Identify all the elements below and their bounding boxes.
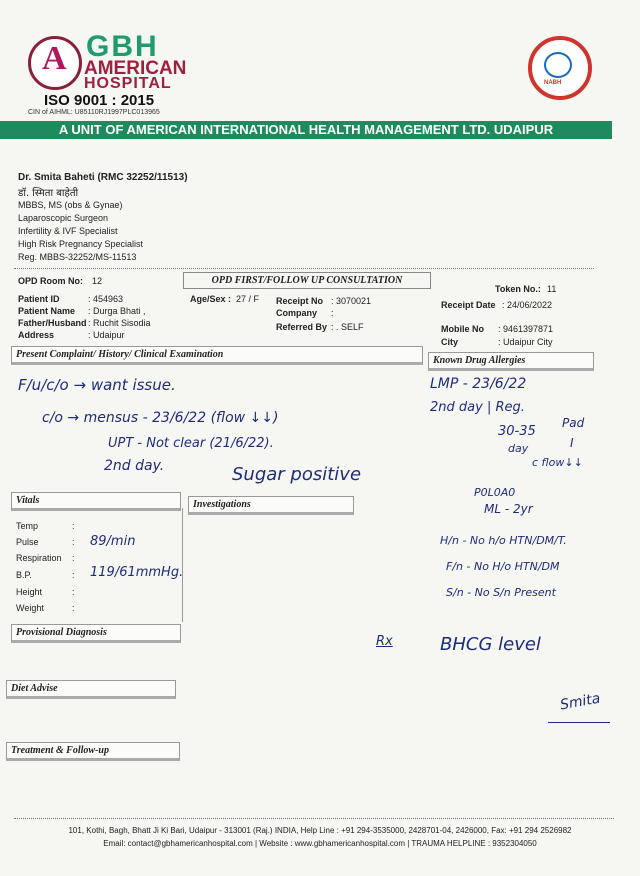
vital-label: Respiration [16,553,62,563]
referred-label: Referred By [276,322,328,332]
brand-gbh: GBH [86,30,159,63]
vital-label: Weight [16,603,44,613]
hospital-logo-letter: A [42,40,67,77]
patient-name: : Durga Bhati , [88,306,146,316]
vital-colon: : [72,537,75,547]
section-investigations: Investigations [188,496,354,515]
hw-cycle-unit: day [508,442,529,455]
hw-pad: Pad [562,416,585,430]
divider [14,268,594,269]
agesex-value: 27 / F [236,294,260,304]
section-allergies: Known Drug Allergies [428,352,594,371]
patient-name-label: Patient Name [18,306,76,316]
receipt-label: Receipt No [276,296,324,306]
vital-colon: : [72,603,75,613]
receipt-date: : 24/06/2022 [502,300,553,310]
patient-id: : 454963 [88,294,124,304]
receipt-date-label: Receipt Date [441,300,496,310]
hw-polo: P0L0A0 [474,486,516,499]
hw-flow: c flow↓↓ [532,456,583,469]
city-value: : Udaipur City [498,337,553,347]
brand-american: AMERICAN [84,58,187,79]
cin-number: CIN of AIHML: U85110RJ1997PLC013965 [28,109,160,116]
father-name: : Ruchit Sisodia [88,318,151,328]
hw-complaint-3: UPT - Not clear (21/6/22). [108,436,274,451]
hw-pad-count: I [570,436,574,450]
hw-lmp: LMP - 23/6/22 [430,376,527,392]
hw-fn: F/n - No H/o HTN/DM [446,560,560,573]
section-complaint: Present Complaint/ History/ Clinical Examination [11,346,423,365]
vital-label: Height [16,587,43,597]
hospital-banner: A UNIT OF AMERICAN INTERNATIONAL HEALTH MANAGEMENT LTD. UDAIPUR [0,121,612,139]
hw-cycle: 30-35 [498,424,536,439]
doctor-name: Dr. Smita Baheti (RMC 32252/11513) [18,172,188,183]
referred-value: : . SELF [331,322,364,332]
vital-colon: : [72,570,75,580]
hw-day-reg: 2nd day | Reg. [430,400,525,415]
token-value: 11 [547,284,557,294]
nabh-seal-icon [544,52,572,78]
section-vitals: Vitals [11,492,181,511]
hw-sn: S/n - No S/n Present [446,586,556,599]
hw-complaint-2: c/o → mensus - 23/6/22 (flow ↓↓) [42,410,279,426]
company-value: : [331,308,334,318]
agesex-label: Age/Sex : [190,294,232,304]
address-label: Address [18,330,55,340]
hw-rx: Rx [376,634,393,649]
mobile-value: : 9461397871 [498,324,554,334]
mobile-label: Mobile No [441,324,484,334]
vital-label: Temp [16,521,39,531]
doctor-name-hindi: डॉ. स्मिता बाहेती [18,188,79,199]
hw-complaint-4: 2nd day. [104,458,165,474]
hw-complaint-1: F/u/c/o → want issue. [18,376,176,394]
receipt-value: : 3070021 [331,296,372,306]
vital-colon: : [72,521,75,531]
section-treatment: Treatment & Follow-up [6,742,180,761]
vital-label: Pulse [16,537,39,547]
section-provisional-diagnosis: Provisional Diagnosis [11,624,181,643]
qualification: MBBS, MS (obs & Gynae) [18,200,123,210]
hw-complaint-5: Sugar positive [232,464,362,485]
company-label: Company [276,308,318,318]
section-diet-advise: Diet Advise [6,680,176,699]
pulse-value: 89/min [90,534,136,549]
vital-label: B.P. [16,570,32,580]
qualification: High Risk Pregnancy Specialist [18,239,144,249]
signature-line [548,722,610,723]
opd-room-value: 12 [92,276,103,286]
city-label: City [441,337,459,347]
vital-colon: : [72,553,75,563]
hw-ml: ML - 2yr [484,502,533,516]
hw-hn: H/n - No h/o HTN/DM/T. [440,534,567,547]
footer-divider [14,818,614,819]
father-label: Father/Husband [18,318,87,328]
qualification: Infertility & IVF Specialist [18,226,118,236]
doctor-signature: Smita [558,690,602,714]
qualification: Reg. MBBS-32252/MS-11513 [18,252,137,262]
address-value: : Udaipur [88,330,125,340]
hw-bhcg: BHCG level [440,634,541,655]
patient-id-label: Patient ID [18,294,60,304]
vital-colon: : [72,587,75,597]
nabh-label: NABH [544,80,562,86]
footer-contact: Email: contact@gbhamericanhospital.com | Website : www.gbhamericanhospital.com | TRAUMA HELPLINE : 9352304050 [103,839,537,848]
iso-certification: ISO 9001 : 2015 [44,92,155,109]
consultation-title: OPD FIRST/FOLLOW UP CONSULTATION [183,272,431,289]
footer-address: 101, Kothi, Bagh, Bhatt Ji Ki Bari, Udaipur - 313001 (Raj.) INDIA, Help Line : +91 294-3535000, 2428701-04, 2426000, Fax: +91 294 2526982 [68,826,572,835]
opd-room-label: OPD Room No: [18,276,83,286]
brand-hospital: HOSPITAL [84,75,172,92]
token-label: Token No.: [495,284,541,294]
qualification: Laparoscopic Surgeon [18,213,109,223]
bp-value: 119/61mmHg. [90,565,184,580]
